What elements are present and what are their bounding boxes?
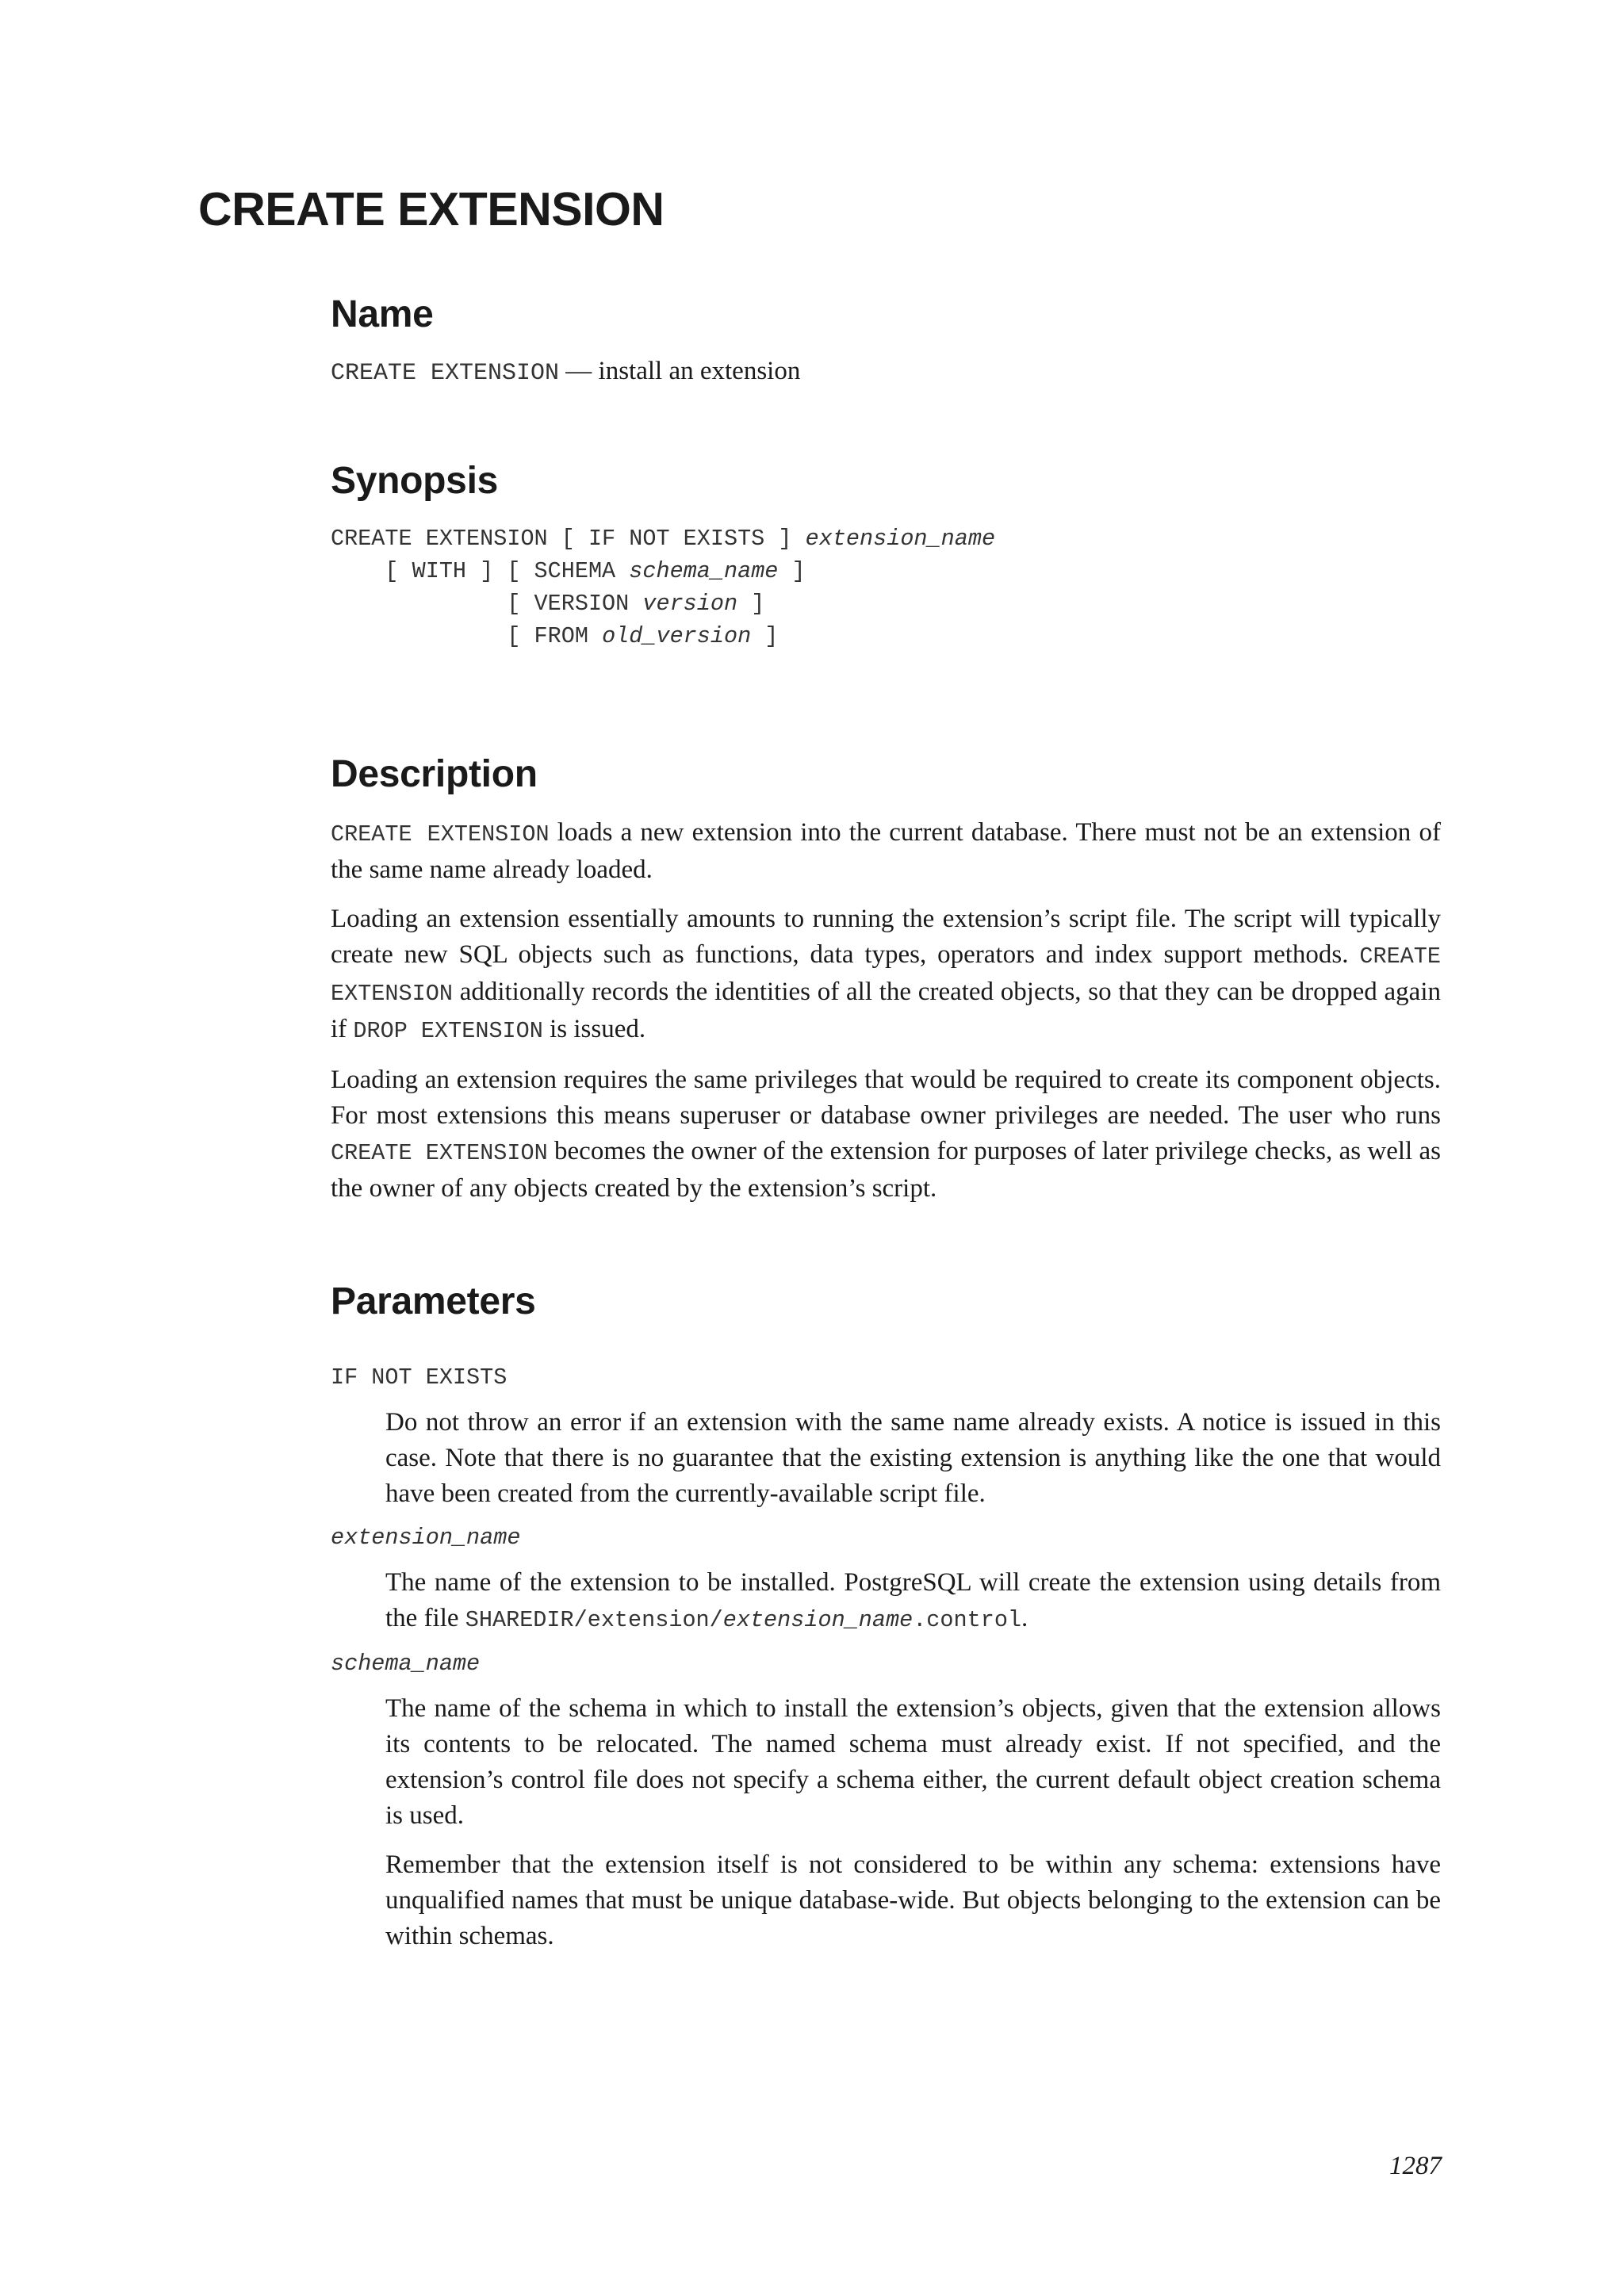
parameter-term: schema_name bbox=[331, 1651, 481, 1677]
synopsis-line2-text: [ WITH ] [ SCHEMA bbox=[331, 558, 630, 584]
parameter-term: IF NOT EXISTS bbox=[331, 1364, 508, 1391]
description-paragraph bbox=[331, 1062, 1441, 1207]
name-section bbox=[331, 292, 1441, 391]
synopsis-heading: Synopsis bbox=[331, 460, 498, 502]
name-summary: — install an extension bbox=[565, 357, 801, 385]
parameters-section bbox=[331, 1279, 1441, 1954]
inline-code: CREATE EXTENSION bbox=[331, 1140, 548, 1166]
parameters-heading: Parameters bbox=[331, 1280, 536, 1322]
paragraph-text: loads a new extension into the current database. There must not be an extension of the same name already loaded. bbox=[331, 818, 1441, 884]
parameter-definition bbox=[385, 1565, 1441, 1638]
parameter-description: Do not throw an error if an extension with the same name already exists. A notice is issued in this case. Note that there is no guarantee that the existing extension is anything like the one that would have been created from the currently-available script file. bbox=[385, 1408, 1441, 1508]
paragraph-text: Loading an extension essentially amounts to running the extension’s script file. The script will typically create new SQL objects such as functions, data types, operators and index support methods. bbox=[331, 905, 1441, 969]
synopsis-version: version bbox=[642, 591, 738, 617]
parameter-term: extension_name bbox=[331, 1525, 521, 1551]
name-command: CREATE EXTENSION bbox=[331, 360, 560, 387]
paragraph-text: The name of the extension to be installed. PostgreSQL will create the extension using details from the file bbox=[385, 1568, 1441, 1632]
inline-code: CREATE EXTENSION bbox=[331, 943, 1441, 1007]
refentry-content bbox=[331, 292, 1441, 1950]
synopsis-section bbox=[331, 458, 1441, 652]
inline-code: CREATE EXTENSION bbox=[331, 821, 550, 848]
description-paragraph bbox=[331, 901, 1441, 1049]
synopsis-line4-end: ] bbox=[751, 623, 779, 649]
description-paragraph bbox=[331, 815, 1441, 888]
parameter-definition bbox=[385, 1405, 1441, 1512]
synopsis-line2-end: ] bbox=[778, 558, 806, 584]
paragraph-text: is issued. bbox=[542, 1015, 646, 1043]
inline-code: DROP EXTENSION bbox=[353, 1018, 543, 1044]
name-heading: Name bbox=[331, 293, 434, 335]
name-description bbox=[331, 354, 1441, 391]
synopsis-extension-name: extension_name bbox=[805, 526, 996, 552]
paragraph-text: . bbox=[1021, 1604, 1028, 1632]
description-section bbox=[331, 752, 1441, 1207]
synopsis-line3-text: [ VERSION bbox=[331, 591, 643, 617]
synopsis-line4-text: [ FROM bbox=[331, 623, 603, 649]
paragraph-text: additionally records the identities of all the created objects, so that they can be dropped again if bbox=[331, 978, 1441, 1043]
parameter-description bbox=[385, 1565, 1441, 1638]
description-body bbox=[331, 815, 1441, 1207]
synopsis-old-version: old_version bbox=[602, 623, 752, 649]
page-title: CREATE EXTENSION bbox=[198, 183, 665, 235]
page-number: 1287 bbox=[1389, 2152, 1442, 2180]
description-heading: Description bbox=[331, 753, 538, 795]
parameter-description: Remember that the extension itself is not considered to be within any schema: extensions have unqualified names that must be unique database-wide. But objects belonging to the extension can be within schemas. bbox=[385, 1850, 1441, 1950]
synopsis-schema-name: schema_name bbox=[629, 558, 779, 584]
inline-code: .control bbox=[913, 1607, 1022, 1633]
synopsis-code-block bbox=[331, 522, 1441, 652]
paragraph-text: becomes the owner of the extension for purposes of later privilege checks, as well as the owner of any objects created by the extension’s script. bbox=[331, 1137, 1441, 1203]
parameter-description: The name of the schema in which to install the extension’s objects, given that the extension allows its contents to be relocated. The named schema must already exist. If not specified, and the extension’s control file does not specify a schema either, the current default object creation schema is used. bbox=[385, 1694, 1441, 1830]
parameter-list bbox=[331, 1362, 1441, 1954]
paragraph-text: Loading an extension requires the same privileges that would be required to create its component objects. For most extensions this means superuser or database owner privileges are needed. The user who runs bbox=[331, 1066, 1441, 1130]
inline-code-replaceable: extension_name bbox=[722, 1607, 914, 1633]
synopsis-line3-end: ] bbox=[737, 591, 765, 617]
synopsis-line1-text: CREATE EXTENSION [ IF NOT EXISTS ] bbox=[331, 526, 806, 552]
inline-code: SHAREDIR/extension/ bbox=[465, 1607, 723, 1633]
parameter-definition bbox=[385, 1691, 1441, 1954]
